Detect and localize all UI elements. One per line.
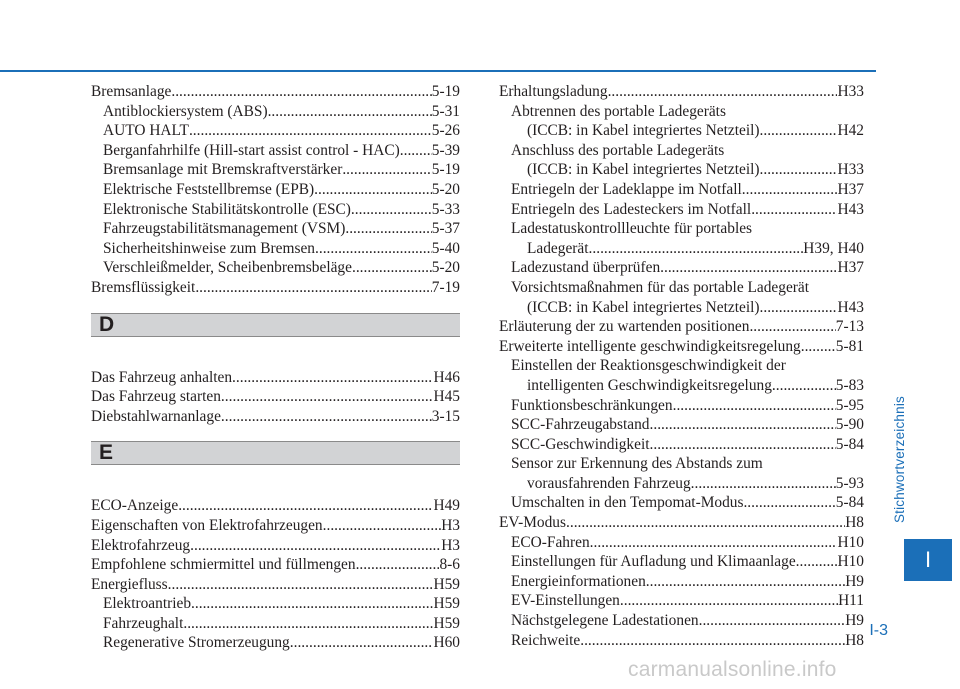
page-ref[interactable]: H33	[837, 83, 864, 100]
page-ref[interactable]: H8	[845, 631, 864, 649]
page-ref[interactable]: 5-33	[431, 200, 460, 218]
index-subentry[interactable]	[91, 160, 460, 180]
entry-text: Fahrzeugstabilitätsmanagement (VSM)	[103, 220, 346, 238]
page-ref[interactable]: 5-84	[835, 494, 864, 512]
entry-text: SCC-Fahrzeugabstand	[511, 416, 650, 434]
page-ref[interactable]: 8-6	[439, 556, 460, 574]
entry-text: Empfohlene schmiermittel und füllmengen	[91, 556, 356, 574]
index-subentry[interactable]	[499, 435, 864, 455]
dot-leader	[345, 219, 431, 239]
dot-leader	[772, 376, 836, 396]
dot-leader	[760, 160, 838, 180]
entry-text: Regenerative Stromerzeugung	[103, 634, 290, 652]
entry-text: Ladestatuskontrollleuchte für portables	[511, 220, 753, 238]
entry-text: (ICCB: in Kabel integriertes Netzteil)	[527, 161, 760, 179]
dot-leader	[189, 121, 432, 141]
dot-leader	[232, 368, 433, 388]
entry-text: Antiblockiersystem (ABS)	[103, 102, 268, 120]
index-subentry[interactable]	[499, 552, 864, 572]
page-ref[interactable]: H59	[433, 575, 460, 593]
index-entry[interactable]	[499, 337, 864, 357]
index-entry[interactable]	[91, 407, 460, 427]
entry-text: Erhaltungsladung	[499, 83, 608, 100]
entry-text: Fahrzeughalt	[103, 614, 184, 632]
index-entry[interactable]	[91, 555, 460, 575]
page-ref[interactable]: 7-13	[835, 318, 864, 336]
dot-leader	[760, 298, 838, 318]
page-ref[interactable]: 5-26	[431, 122, 460, 140]
dot-leader	[650, 435, 836, 455]
header-rule	[0, 70, 876, 72]
page-ref[interactable]: H46	[433, 368, 460, 386]
page-ref[interactable]: H37	[837, 259, 864, 277]
entry-text: Abtrennen des portable Ladegeräts	[511, 102, 726, 120]
page-ref[interactable]: 5-83	[835, 376, 864, 394]
page-ref[interactable]: H10	[837, 533, 864, 551]
dot-leader	[178, 496, 433, 516]
dot-leader	[314, 180, 432, 200]
dot-leader	[699, 611, 846, 631]
page-ref[interactable]: H11	[838, 592, 864, 610]
index-subentry[interactable]	[499, 572, 864, 592]
entry-text: Elektronische Stabilitätskontrolle (ESC)	[103, 200, 351, 218]
dot-leader	[315, 239, 432, 259]
entry-text: Energieinformationen	[511, 572, 646, 590]
entry-text: Erweiterte intelligente geschwindigkeitsregelung	[499, 337, 801, 355]
index-subentry[interactable]	[91, 239, 460, 259]
watermark: carmanualsonline.info	[628, 658, 837, 681]
index-subentry[interactable]	[91, 258, 460, 278]
dot-leader	[660, 258, 837, 278]
index-entry[interactable]	[91, 278, 460, 298]
index-entry[interactable]	[499, 82, 864, 102]
dot-leader	[646, 572, 845, 592]
index-entry[interactable]	[499, 317, 864, 337]
dot-leader	[268, 102, 432, 122]
entry-text: Entriegeln der Ladeklappe im Notfall	[511, 180, 742, 198]
dot-leader	[796, 552, 838, 572]
index-subentry[interactable]	[499, 356, 864, 395]
dot-leader	[749, 317, 835, 337]
page-ref[interactable]: 5-39	[431, 141, 460, 159]
page-number: I-3	[869, 622, 888, 639]
entry-text: Erläuterung der zu wartenden positionen	[499, 318, 750, 336]
entry-text: Einstellungen für Aufladung und Klimaanlage	[511, 553, 796, 571]
page-ref[interactable]: H42	[837, 122, 864, 140]
dot-leader	[400, 141, 432, 161]
index-subentry[interactable]	[499, 141, 864, 180]
index-entry[interactable]	[91, 496, 460, 516]
page-ref[interactable]: H49	[433, 497, 460, 515]
entry-text: SCC-Geschwindigkeit	[511, 435, 650, 453]
dot-leader	[620, 591, 838, 611]
entry-text: (ICCB: in Kabel integriertes Netzteil)	[527, 122, 760, 140]
entry-text: Anschluss des portable Ladegeräts	[511, 141, 725, 159]
dot-leader	[566, 513, 845, 533]
page-ref[interactable]: 5-20	[431, 180, 460, 198]
index-subentry[interactable]	[91, 180, 460, 200]
page-ref[interactable]: 5-37	[431, 220, 460, 238]
page-ref[interactable]: H39, H40	[803, 239, 864, 257]
index-subentry[interactable]	[499, 533, 864, 553]
page-ref[interactable]: 5-84	[835, 435, 864, 453]
index-subentry[interactable]	[499, 611, 864, 631]
entry-text: Bremsanlage	[91, 83, 172, 100]
index-subentry[interactable]	[91, 102, 460, 122]
entry-text: (ICCB: in Kabel integriertes Netzteil)	[527, 298, 760, 316]
page-ref[interactable]: 5-95	[835, 396, 864, 414]
section-header	[91, 313, 460, 337]
index-subentry[interactable]	[91, 633, 460, 653]
index-entry[interactable]	[91, 368, 460, 388]
page-ref[interactable]: 5-40	[431, 239, 460, 257]
entry-text: Umschalten in den Tempomat-Modus	[511, 494, 744, 512]
page-ref[interactable]: 5-31	[431, 102, 460, 120]
index-entry[interactable]	[91, 82, 460, 102]
index-column-left	[91, 82, 460, 653]
entry-text: intelligenten Geschwindigkeitsregelung	[527, 376, 772, 394]
page-ref[interactable]: H59	[433, 595, 460, 613]
index-subentry[interactable]	[499, 102, 864, 141]
entry-text: Berganfahrhilfe (Hill-start assist control - HAC)	[103, 141, 400, 159]
index-subentry[interactable]	[91, 614, 460, 634]
page-ref[interactable]: H8	[845, 514, 864, 532]
index-subentry[interactable]	[499, 219, 864, 258]
page-ref[interactable]: 5-90	[835, 416, 864, 434]
page-ref[interactable]: H37	[837, 180, 864, 198]
dot-leader	[342, 160, 431, 180]
dot-leader	[168, 575, 434, 595]
dot-leader	[608, 82, 838, 102]
entry-text: EV-Einstellungen	[511, 592, 620, 610]
index-subentry[interactable]	[499, 415, 864, 435]
dot-leader	[673, 396, 836, 416]
index-subentry[interactable]	[499, 258, 864, 278]
entry-text: Ladezustand überprüfen	[511, 259, 661, 277]
entry-text: Elektrofahrzeug	[91, 536, 191, 554]
dot-leader	[743, 493, 835, 513]
dot-leader	[356, 555, 440, 575]
section-tab[interactable]: I	[904, 539, 952, 581]
index-subentry[interactable]	[499, 493, 864, 513]
entry-text: Energiefluss	[91, 575, 168, 593]
index-entry[interactable]	[499, 513, 864, 533]
index-entry[interactable]	[91, 516, 460, 536]
page-ref[interactable]: 5-20	[431, 259, 460, 277]
page-ref[interactable]: H9	[845, 612, 864, 630]
entry-text: Verschleißmelder, Scheibenbremsbeläge	[103, 259, 352, 277]
section-letter: D	[99, 312, 115, 336]
page-ref[interactable]: H3	[441, 516, 460, 534]
entry-text: Entriegeln des Ladesteckers im Notfall	[511, 200, 752, 218]
page-ref[interactable]: H33	[837, 161, 864, 179]
page-ref[interactable]: H9	[845, 572, 864, 590]
entry-text: ECO-Anzeige	[91, 497, 179, 515]
entry-text: AUTO HALT	[103, 122, 189, 140]
entry-text: Bremsanlage mit Bremskraftverstärker	[103, 161, 343, 179]
entry-text: Sicherheitshinweise zum Bremsen	[103, 239, 315, 257]
dot-leader	[650, 415, 836, 435]
index-subentry[interactable]	[499, 278, 864, 317]
index-subentry[interactable]	[91, 121, 460, 141]
dot-leader	[323, 516, 442, 536]
dot-leader	[760, 121, 838, 141]
index-column-right	[499, 82, 864, 650]
dot-leader	[352, 258, 432, 278]
page-ref[interactable]: H10	[837, 553, 864, 571]
dot-leader	[590, 533, 838, 553]
dot-leader	[801, 337, 836, 357]
page-ref[interactable]: 5-81	[835, 337, 864, 355]
index-subentry[interactable]	[499, 454, 864, 493]
page-ref[interactable]: 5-19	[431, 161, 460, 179]
entry-text: ECO-Fahren	[511, 533, 590, 551]
section-letter: E	[99, 441, 114, 465]
page-ref[interactable]: 5-93	[835, 474, 864, 492]
page-ref[interactable]: 7-19	[431, 278, 460, 296]
entry-text: Ladegerät	[527, 239, 589, 257]
entry-text: Nächstgelegene Ladestationen	[511, 612, 699, 630]
dot-leader	[190, 536, 441, 556]
page-ref[interactable]: H43	[837, 298, 864, 316]
index-entry[interactable]	[91, 536, 460, 556]
entry-text: Vorsichtsmaßnahmen für das portable Ladegerät	[511, 278, 810, 296]
page-ref[interactable]: H45	[433, 388, 460, 406]
index-subentry[interactable]	[91, 219, 460, 239]
side-section-title: Stichwortverzeichnis	[892, 396, 907, 524]
page-ref[interactable]: H3	[441, 536, 460, 554]
dot-leader	[191, 594, 433, 614]
index-subentry[interactable]	[499, 180, 864, 200]
dot-leader	[221, 387, 434, 407]
index-subentry[interactable]	[499, 591, 864, 611]
index-subentry[interactable]	[499, 631, 864, 651]
dot-leader	[290, 633, 434, 653]
dot-leader	[195, 278, 431, 298]
dot-leader	[221, 407, 432, 427]
index-subentry[interactable]	[91, 141, 460, 161]
page-ref[interactable]: H59	[433, 614, 460, 632]
index-subentry[interactable]	[91, 594, 460, 614]
entry-text: Das Fahrzeug starten	[91, 388, 221, 406]
page-ref[interactable]: H60	[433, 634, 460, 652]
entry-text: Eigenschaften von Elektrofahrzeugen	[91, 516, 323, 534]
entry-text: EV-Modus	[499, 514, 566, 532]
entry-text: vorausfahrenden Fahrzeug	[527, 474, 691, 492]
entry-text: Das Fahrzeug anhalten	[91, 368, 233, 386]
entry-text: Elektrische Feststellbremse (EPB)	[103, 180, 315, 198]
dot-leader	[580, 631, 845, 651]
index-subentry[interactable]	[499, 396, 864, 416]
entry-text: Bremsflüssigkeit	[91, 278, 196, 296]
entry-text: Sensor zur Erkennung des Abstands zum	[511, 455, 763, 473]
entry-text: Diebstahlwarnanlage	[91, 407, 221, 425]
entry-text: Elektroantrieb	[103, 595, 192, 613]
entry-text: Einstellen der Reaktionsgeschwindigkeit der	[511, 357, 786, 375]
index-entry[interactable]	[91, 575, 460, 595]
section-header	[91, 441, 460, 465]
index-subentry[interactable]	[499, 200, 864, 220]
dot-leader	[589, 239, 804, 259]
entry-text: Reichweite	[511, 631, 581, 649]
page-ref[interactable]: 3-15	[431, 407, 460, 425]
index-subentry[interactable]	[91, 200, 460, 220]
dot-leader	[183, 614, 433, 634]
dot-leader	[351, 200, 432, 220]
dot-leader	[691, 474, 836, 494]
dot-leader	[742, 180, 838, 200]
page-ref[interactable]: H43	[837, 200, 864, 218]
entry-text: Funktionsbeschränkungen	[511, 396, 673, 414]
index-entry[interactable]	[91, 387, 460, 407]
page-ref[interactable]: 5-19	[431, 83, 460, 100]
dot-leader	[171, 82, 431, 102]
dot-leader	[751, 200, 837, 220]
